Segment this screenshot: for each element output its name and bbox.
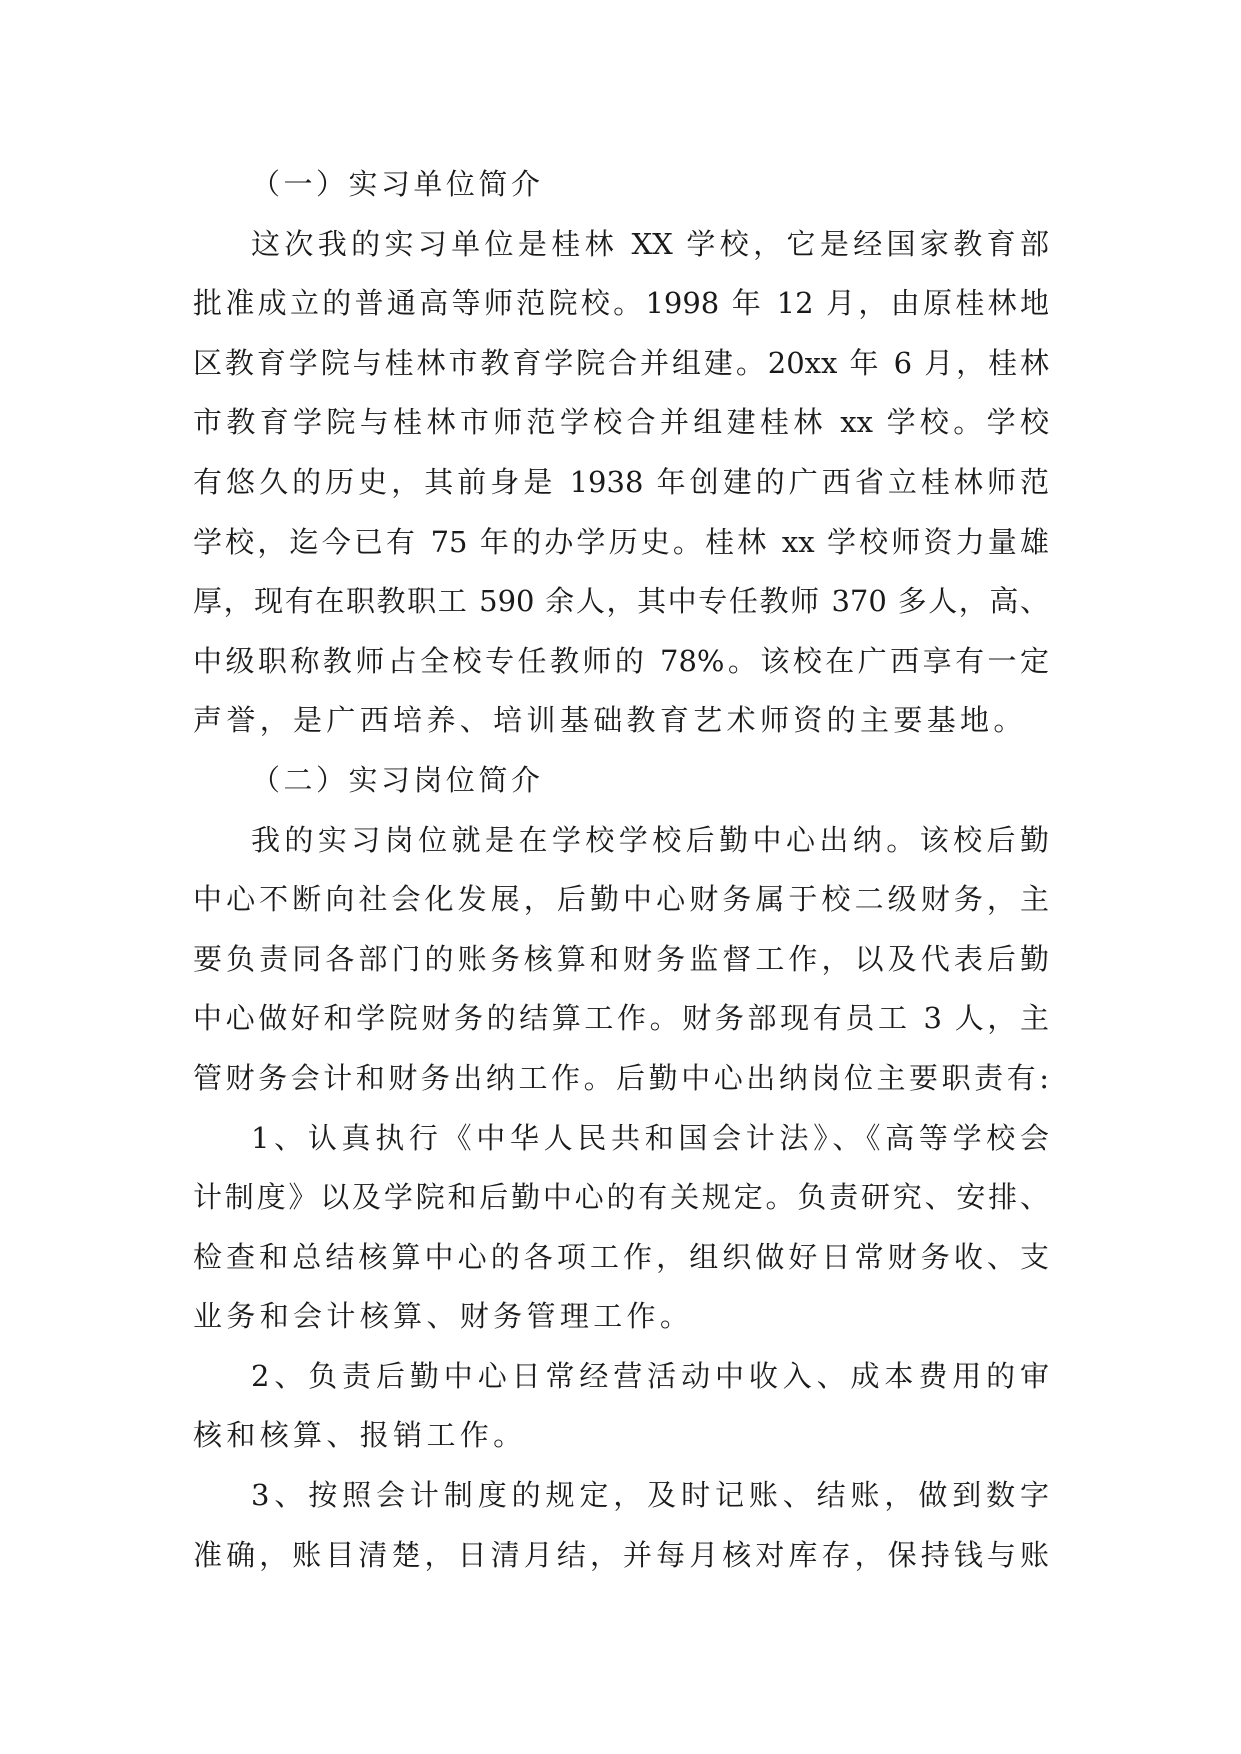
- paragraph-line: 学校，迄今已有 75 年的办学历史。桂林 xx 学校师资力量雄: [193, 524, 1049, 559]
- paragraph-line: 中级职称教师占全校专任教师的 78%。该校在广西享有一定: [193, 643, 1049, 678]
- list-item-line: 检查和总结核算中心的各项工作，组织做好日常财务收、支: [193, 1239, 1049, 1274]
- section-heading-unit: （一）实习单位简介: [251, 167, 544, 201]
- list-item-line: 3、按照会计制度的规定，及时记账、结账，做到数字: [251, 1478, 1049, 1513]
- paragraph-line: 我的实习岗位就是在学校学校后勤中心出纳。该校后勤: [251, 822, 1049, 857]
- list-item-line: 2、负责后勤中心日常经营活动中收入、成本费用的审: [251, 1358, 1049, 1393]
- list-item-line: 准确，账目清楚，日清月结，并每月核对库存，保持钱与账: [193, 1537, 1049, 1572]
- paragraph-line: 厚，现有在职教职工 590 余人，其中专任教师 370 多人，高、: [193, 584, 1049, 619]
- paragraph-line: 有悠久的历史，其前身是 1938 年创建的广西省立桂林师范: [193, 464, 1049, 499]
- list-item-line: 1、认真执行《中华人民共和国会计法》、《高等学校会: [251, 1120, 1049, 1155]
- paragraph-line: 中心做好和学院财务的结算工作。财务部现有员工 3 人，主: [193, 1001, 1049, 1036]
- document-body: [193, 155, 1049, 1585]
- paragraph-line: 市教育学院与桂林市师范学校合并组建桂林 xx 学校。学校: [193, 405, 1049, 440]
- paragraph-line: 区教育学院与桂林市教育学院合并组建。20xx 年 6 月，桂林: [193, 345, 1049, 380]
- paragraph-line: 声誉，是广西培养、培训基础教育艺术师资的主要基地。: [193, 703, 1027, 738]
- paragraph-line: 要负责同各部门的账务核算和财务监督工作，以及代表后勤: [193, 941, 1049, 976]
- list-item-line: 计制度》以及学院和后勤中心的有关规定。负责研究、安排、: [193, 1180, 1049, 1215]
- list-item-line: 业务和会计核算、财务管理工作。: [193, 1299, 694, 1334]
- paragraph-line: 管财务会计和财务出纳工作。后勤中心出纳岗位主要职责有:: [193, 1060, 1049, 1095]
- paragraph-line: 批准成立的普通高等师范院校。1998 年 12 月，由原桂林地: [193, 286, 1049, 321]
- paragraph-line: 中心不断向社会化发展，后勤中心财务属于校二级财务，主: [193, 882, 1049, 917]
- list-item-line: 核和核算、报销工作。: [193, 1418, 527, 1453]
- paragraph-line: 这次我的实习单位是桂林 XX 学校，它是经国家教育部: [251, 226, 1049, 261]
- section-heading-position: （二）实习岗位简介: [251, 762, 544, 797]
